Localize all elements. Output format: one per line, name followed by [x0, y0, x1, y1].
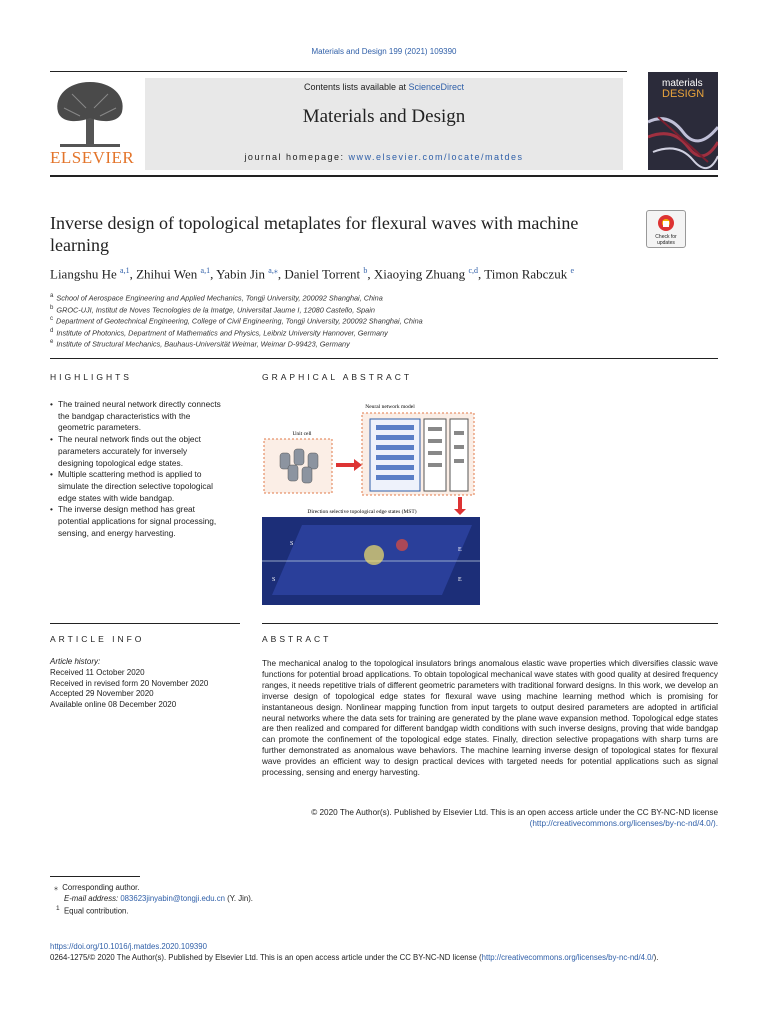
- cover-title-line1: materials: [662, 78, 703, 89]
- highlights-heading: HIGHLIGHTS: [50, 372, 132, 382]
- contents-line: [145, 82, 623, 92]
- affiliation-line: [50, 292, 720, 302]
- issn-text: 0264-1275/© 2020 The Author(s). Published by Elsevier Ltd. This is an open access article under the CC BY-NC-ND license (: [50, 953, 482, 962]
- journal-reference[interactable]: Materials and Design 199 (2021) 109390: [311, 47, 457, 56]
- copyright-text: © 2020 The Author(s). Published by Elsevier Ltd. This is an open access article under the CC BY-NC-ND license: [311, 808, 718, 817]
- wave-hotspot: [364, 545, 384, 565]
- author-affiliation-mark[interactable]: e: [570, 266, 575, 275]
- equal-contribution-label: Equal contribution.: [63, 906, 129, 916]
- affiliation-text: Department of Geotechnical Engineering, College of Civil Engineering, Tongji University, 200092 Shanghai, China: [56, 316, 423, 326]
- homepage-link[interactable]: www.elsevier.com/locate/matdes: [348, 152, 524, 162]
- article-info-heading: ARTICLE INFO: [50, 634, 145, 644]
- highlight-item: • The trained neural network directly connects the bandgap characteristics with the geometric parameters.: [58, 399, 222, 434]
- check-for-updates-badge[interactable]: [646, 210, 686, 248]
- abstract-rule: [262, 623, 718, 624]
- article-history: [50, 657, 240, 711]
- author-name[interactable]: Liangshu He: [50, 266, 117, 282]
- online-date: Available online 08 December 2020: [50, 700, 177, 710]
- tree-icon: [50, 78, 130, 150]
- issn-license-link[interactable]: http://creativecommons.org/licenses/by-nc-nd/4.0/: [481, 953, 654, 962]
- article-title: Inverse design of topological metaplates for flexural waves with machine learning: [50, 213, 579, 255]
- homepage-label: journal homepage:: [244, 152, 349, 162]
- received-date: Received 11 October 2020: [50, 667, 145, 677]
- journal-cover-image[interactable]: [648, 72, 718, 170]
- footnote-one-mark: 1: [56, 905, 60, 912]
- highlights-list: [50, 399, 222, 539]
- affiliation-text: GROC-UJI, Institut de Noves Tecnologies de la Imatge, Universitat Jaume I, 12080 Castello, Spain: [56, 304, 375, 314]
- elsevier-logo[interactable]: [50, 78, 135, 168]
- graphical-abstract-heading: GRAPHICAL ABSTRACT: [262, 372, 413, 382]
- sciencedirect-link[interactable]: ScienceDirect: [408, 82, 465, 92]
- exit-label-1: E: [458, 547, 462, 553]
- header-bottom-rule: [50, 175, 718, 177]
- affiliation-mark: e: [50, 338, 54, 345]
- abstract-text: The mechanical analog to the topological insulators brings anomalous elastic wave properties which diversifies classic wave functions for potential broad applications. To obtain topological mechanical wave states with good quality at desired frequency ranges, it needs repetitive trials of different geometric parameters with traditional forward designs. In this work, we develop an inverse design of topological edge states for flexural wave using machine learning method which is promising for instantaneous design. Nonlinear mapping function from input targets to output desired parameters are adopted in artificial neural networks where the data sets for training are generated by the plane wave expansion method. Topological edge states are then realized and compared for different bandgap width conditions with such inverse designs, proving that wide bandgap can promote the confinement of the topological edge states. Finally, direction selective propagations with sharp turns are further demonstrated as anomalous wave behaviors. The machine learning inverse design of topological states for flexural wave provides an efficient way to design practical devices with targeted needs for potential applications such as signal processing, sensing and energy harvesting.: [262, 659, 718, 778]
- arrow-icon: [336, 459, 362, 471]
- affiliation-line: [50, 315, 720, 325]
- check-updates-label: Check for updates: [655, 234, 677, 246]
- license-link[interactable]: (http://creativecommons.org/licenses/by-nc-nd/4.0/).: [529, 818, 718, 828]
- affiliation-text: Institute of Structural Mechanics, Bauhaus-Universität Weimar, Weimar D-99423, Germany: [56, 339, 350, 349]
- wave-hotspot-2: [396, 539, 408, 551]
- email-link[interactable]: 083623jinyabin@tongji.edu.cn: [120, 894, 225, 903]
- nn-model-label: Neural network model: [365, 404, 415, 410]
- author-name[interactable]: Timon Rabczuk: [484, 266, 568, 282]
- affiliation-text: School of Aerospace Engineering and Applied Mechanics, Tongji University, 200092 Shanghai, China: [56, 293, 383, 303]
- author-name[interactable]: Yabin Jin: [216, 266, 266, 282]
- abstract-copyright: [262, 808, 718, 830]
- affiliation-mark: a: [50, 292, 54, 299]
- author-name[interactable]: Zhihui Wen: [136, 266, 198, 282]
- affiliation-text: Institute of Photonics, Department of Mathematics and Physics, Leibniz University Hannover, Germany: [56, 327, 388, 337]
- source-label-2: S: [272, 577, 276, 583]
- doi-link[interactable]: https://doi.org/10.1016/j.matdes.2020.109390: [50, 942, 207, 951]
- footnote-email: [64, 894, 664, 903]
- contents-label: Contents lists available at: [303, 82, 409, 92]
- highlight-item: • Multiple scattering method is applied to simulate the direction selective topological edge states with wide bandgap.: [58, 469, 222, 504]
- author-name[interactable]: Xiaoying Zhuang: [373, 266, 466, 282]
- unit-cell-box: [264, 439, 332, 493]
- highlight-item: • The neural network finds out the object parameters accurately for inversely designing topological edge states.: [58, 434, 222, 469]
- author-list: Liangshu He $^{a,1}$, Zhihui Wen $^{a,1}$, Yabin Jin $^{a,⁎}$, Daniel Torrent $^b$, Xiaoying Zhuang $^{c,d}$, Timon Rabczuk $^e$: [50, 266, 575, 282]
- cover-title-line2: DESIGN: [662, 88, 705, 100]
- author-affiliation-mark[interactable]: a,⁎: [268, 266, 278, 275]
- author-affiliation-mark[interactable]: b: [363, 266, 368, 275]
- highlight-item: • The inverse design method has great potential applications for signal processing, sensing, and energy harvesting.: [58, 504, 222, 539]
- corresponding-label: Corresponding author.: [62, 883, 140, 892]
- journal-title: Materials and Design: [302, 106, 466, 127]
- footnote-equal: [56, 905, 656, 916]
- affiliation-mark: b: [50, 303, 54, 311]
- footnote-corresponding: [54, 883, 654, 892]
- exit-label-2: E: [458, 577, 462, 583]
- abstract-heading: ABSTRACT: [262, 634, 332, 644]
- arrow-down-icon: [454, 497, 466, 515]
- section-rule-top: [50, 358, 718, 359]
- check-updates-icon: [657, 214, 675, 232]
- revised-date: Received in revised form 20 November 2020: [50, 678, 209, 688]
- cover-artwork: [648, 72, 718, 170]
- graphical-abstract-svg: [262, 395, 480, 605]
- mst-label: Direction selective topological edge states (MST): [307, 509, 417, 515]
- issn-end: ).: [653, 953, 659, 962]
- graphical-abstract-figure[interactable]: [262, 395, 480, 605]
- header-top-rule: [50, 71, 627, 72]
- author-name[interactable]: Daniel Torrent: [284, 266, 361, 282]
- article-info-rule: [50, 623, 240, 624]
- accepted-date: Accepted 29 November 2020: [50, 689, 154, 699]
- author-affiliation-mark[interactable]: c,d: [468, 266, 478, 275]
- history-label: Article history:: [50, 657, 101, 666]
- footnote-star-mark: ⁎: [54, 883, 58, 892]
- source-label-1: S: [290, 541, 294, 547]
- unit-cell-label: Unit cell: [292, 431, 312, 437]
- affiliation-line: [50, 327, 720, 337]
- email-suffix: (Y. Jin).: [224, 894, 253, 903]
- affiliation-line: [50, 338, 720, 348]
- journal-homepage: [145, 152, 623, 162]
- affiliation-mark: c: [50, 315, 54, 322]
- footnote-rule: [50, 876, 140, 877]
- affiliation-mark: d: [50, 326, 54, 334]
- elsevier-wordmark: ELSEVIER: [50, 148, 135, 167]
- author-affiliation-mark[interactable]: a,1: [120, 266, 130, 275]
- affiliation-line: [50, 304, 720, 314]
- nn-output-block: [450, 419, 468, 491]
- email-label: E-mail address:: [64, 894, 121, 903]
- author-affiliation-mark[interactable]: a,1: [200, 266, 211, 275]
- issn-line: [50, 953, 730, 962]
